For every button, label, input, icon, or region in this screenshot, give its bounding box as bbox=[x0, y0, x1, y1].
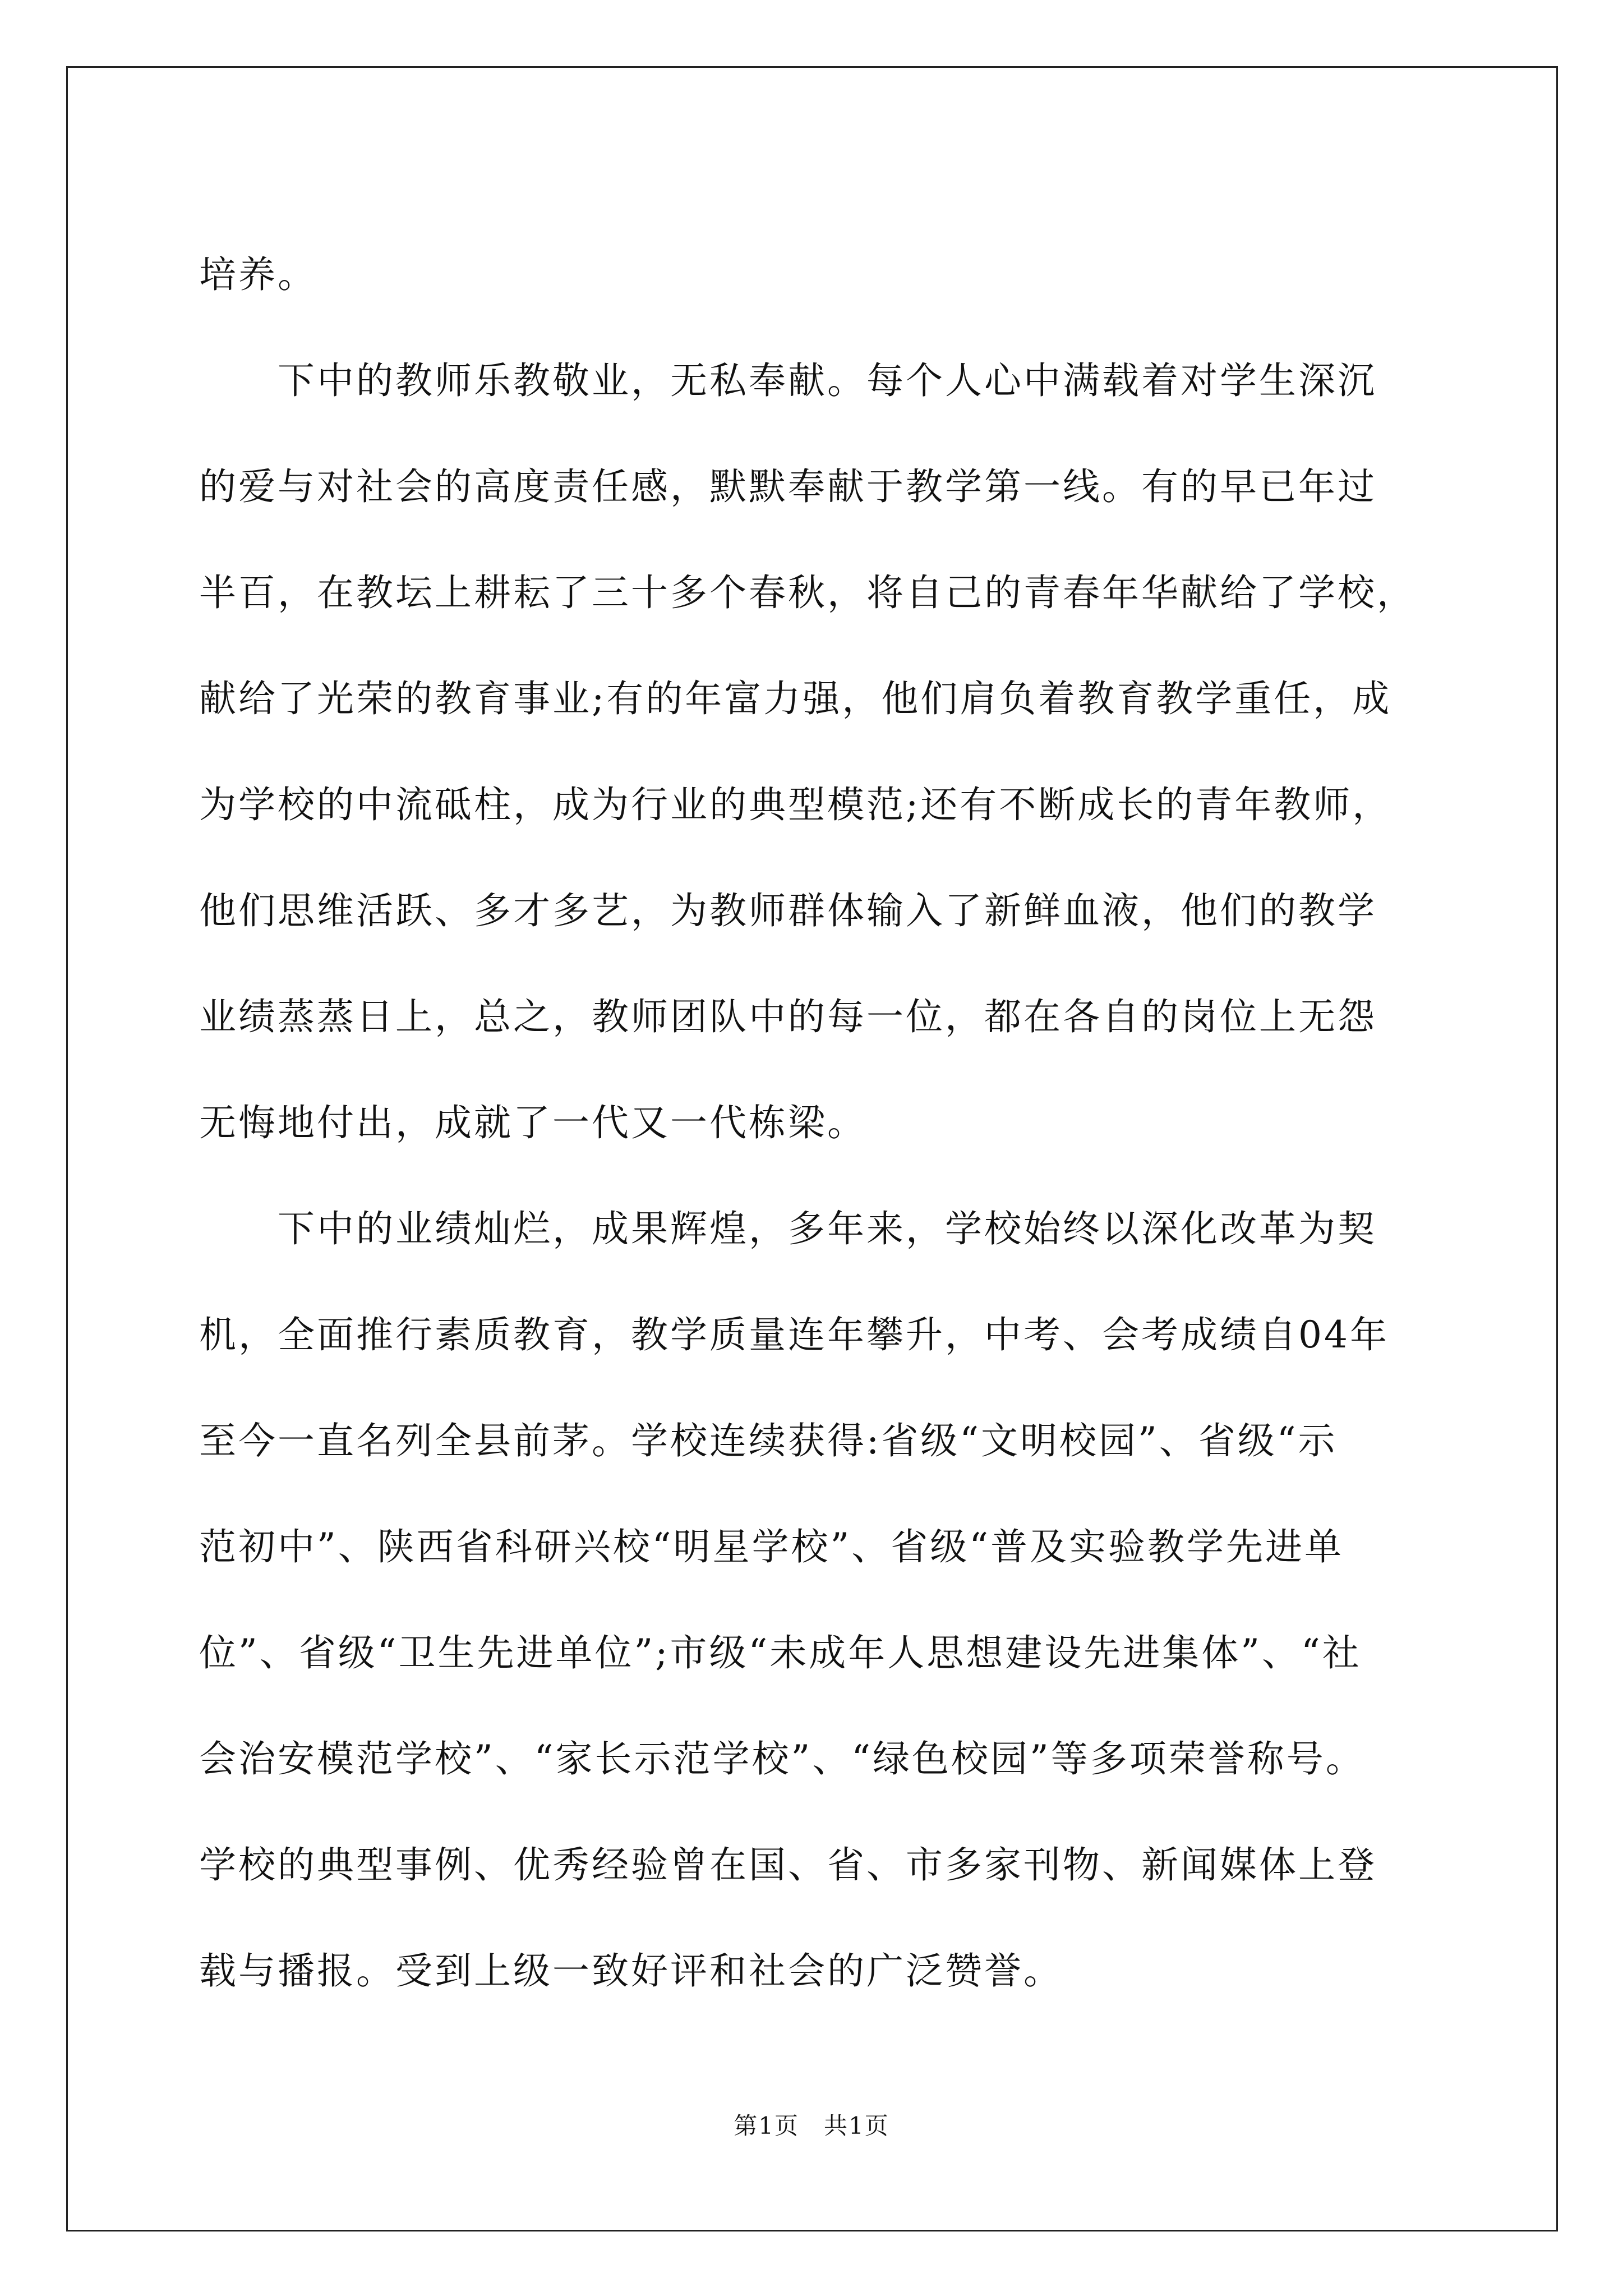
text-line: 学校的典型事例、优秀经验曾在国、省、市多家刊物、新闻媒体上登 bbox=[199, 1843, 1377, 1887]
text-line: 的爱与对社会的高度责任感，默默奉献于教学第一线。有的早已年过 bbox=[199, 465, 1377, 508]
text-line: 半百，在教坛上耕耘了三十多个春秋，将自己的青春年华献给了学校， bbox=[199, 571, 1416, 614]
page-footer bbox=[0, 2109, 1623, 2143]
text-line: 培养。 bbox=[199, 253, 317, 296]
document-body bbox=[199, 222, 1447, 2024]
text-line: 位”、省级“卫生先进单位”;市级“未成年人思想建设先进集体”、“社 bbox=[199, 1631, 1362, 1674]
page-number-indicator: 第1页 共1页 bbox=[734, 2112, 889, 2139]
text-line: 无悔地付出，成就了一代又一代栋梁。 bbox=[199, 1101, 866, 1144]
text-line: 范初中”、陕西省科研兴校“明星学校”、省级“普及实验教学先进单 bbox=[199, 1525, 1344, 1568]
text-line: 下中的业绩灿烂，成果辉煌，多年来，学校始终以深化改革为契 bbox=[199, 1207, 1377, 1250]
text-line: 下中的教师乐教敬业，无私奉献。每个人心中满载着对学生深沉 bbox=[199, 359, 1377, 402]
text-line: 他们思维活跃、多才多艺，为教师群体输入了新鲜血液，他们的教学 bbox=[199, 889, 1377, 932]
text-line: 献给了光荣的教育事业;有的年富力强，他们肩负着教育教学重任，成 bbox=[199, 677, 1392, 720]
text-line: 机，全面推行素质教育，教学质量连年攀升，中考、会考成绩自04年 bbox=[199, 1313, 1389, 1356]
text-line: 至今一直名列全县前茅。学校连续获得:省级“文明校园”、省级“示 bbox=[199, 1419, 1338, 1462]
text-line: 载与播报。受到上级一致好评和社会的广泛赞誉。 bbox=[199, 1949, 1063, 1993]
text-line: 会治安模范学校”、“家长示范学校”、“绿色校园”等多项荣誉称号。 bbox=[199, 1737, 1365, 1780]
text-line: 为学校的中流砥柱，成为行业的典型模范;还有不断成长的青年教师， bbox=[199, 783, 1392, 826]
text-line: 业绩蒸蒸日上，总之，教师团队中的每一位，都在各自的岗位上无怨 bbox=[199, 995, 1377, 1038]
